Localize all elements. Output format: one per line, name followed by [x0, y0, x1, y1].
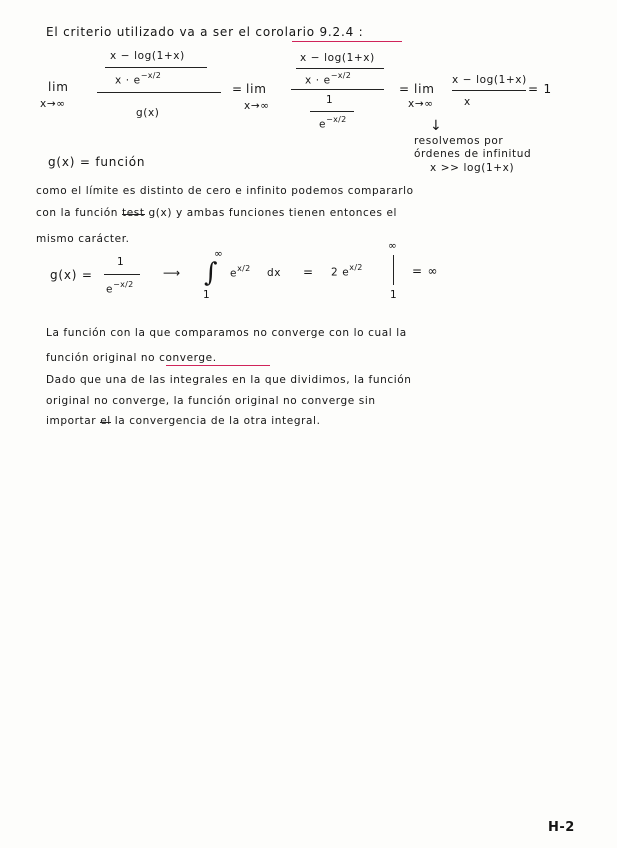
- no-converge-highlight: no converge.: [140, 352, 217, 364]
- struck-word-el: el: [100, 415, 111, 427]
- page-number: H-2: [548, 820, 575, 835]
- right-arrow-icon: ⟶: [163, 266, 182, 280]
- mid-frac-bar-2: [310, 111, 354, 112]
- para2-line5: importar el la convergencia de la otra integral.: [46, 415, 321, 427]
- outer-num-2: 1: [326, 94, 334, 106]
- inner-den-1: $x \cdot e^{-x/2}$: [115, 71, 162, 87]
- para1-line1: como el límite es distinto de cero e infinito podemos compararlo: [36, 185, 414, 197]
- no-converge-underline: [166, 365, 270, 366]
- outer-frac-bar-1: [97, 92, 221, 93]
- note-line-2: órdenes de infinitud: [414, 148, 532, 160]
- int-equals: =: [303, 265, 314, 279]
- eval-bar: [393, 255, 394, 285]
- lim-3: lim: [414, 82, 435, 96]
- outer-den-2: $e^{-x/2}$: [319, 115, 347, 131]
- gx-definition: g(x) = función: [48, 155, 146, 169]
- para1-line2: con la función test g(x) y ambas funciones tienen entonces el: [36, 207, 398, 219]
- corollary-underline: [292, 41, 402, 42]
- frac-bar-3: [452, 90, 526, 91]
- integral-sign: ∫: [204, 258, 218, 288]
- den-3: x: [464, 96, 471, 108]
- lim-2-sub: x→∞: [244, 100, 270, 112]
- para1-line3: mismo carácter.: [36, 233, 130, 245]
- down-arrow-icon: ↓: [430, 118, 443, 134]
- int-result: = ∞: [412, 264, 439, 278]
- limit-result: = 1: [528, 82, 552, 96]
- intro-text: El criterio utilizado va a ser el: [46, 25, 251, 39]
- num-3: x − log(1+x): [452, 74, 527, 86]
- para2-line4: original no converge, la función original no converge sin: [46, 395, 376, 407]
- inner-frac-bar-1: [105, 67, 207, 68]
- outer-frac-bar-2: [291, 89, 384, 90]
- equals-1: =: [232, 82, 243, 96]
- para2-line2: función original no converge.: [46, 352, 217, 364]
- integrand: $e^{x/2}$: [230, 264, 251, 280]
- lim-1-sub: x→∞: [40, 98, 66, 110]
- intro-colon: :: [358, 25, 364, 39]
- struck-word-test: test: [122, 207, 145, 219]
- int-lower-limit: 1: [203, 289, 211, 301]
- intro-line: [46, 25, 364, 39]
- note-line-3: x >> log(1+x): [430, 162, 515, 174]
- eval-expression: 2 $e^{x/2}$: [331, 263, 363, 279]
- inner-frac-bar-2: [296, 68, 384, 69]
- eval-lower: 1: [390, 289, 398, 301]
- lim-1: lim: [48, 80, 69, 94]
- dx: dx: [267, 267, 282, 279]
- para2-line3: Dado que una de las integrales en la que dividimos, la función: [46, 374, 412, 386]
- inner-num-1: x − log(1+x): [110, 50, 185, 62]
- int-upper-limit: ∞: [214, 248, 224, 260]
- outer-den-1: g(x): [136, 107, 160, 119]
- corollary-ref: corolario 9.2.4: [255, 25, 355, 39]
- inner-den-2: $x \cdot e^{-x/2}$: [305, 71, 352, 87]
- lim-2: lim: [246, 82, 267, 96]
- lim-3-sub: x→∞: [408, 98, 434, 110]
- para2-line1: La función con la que comparamos no converge con lo cual la: [46, 327, 407, 339]
- equals-2: =: [399, 82, 410, 96]
- int-frac-bar: [104, 274, 140, 275]
- int-frac-den: $e^{-x/2}$: [106, 280, 134, 296]
- inner-num-2: x − log(1+x): [300, 52, 375, 64]
- int-frac-num: 1: [117, 256, 125, 268]
- gx-lhs: g(x) =: [50, 268, 93, 282]
- note-line-1: resolvemos por: [414, 135, 504, 147]
- eval-upper: ∞: [388, 240, 398, 252]
